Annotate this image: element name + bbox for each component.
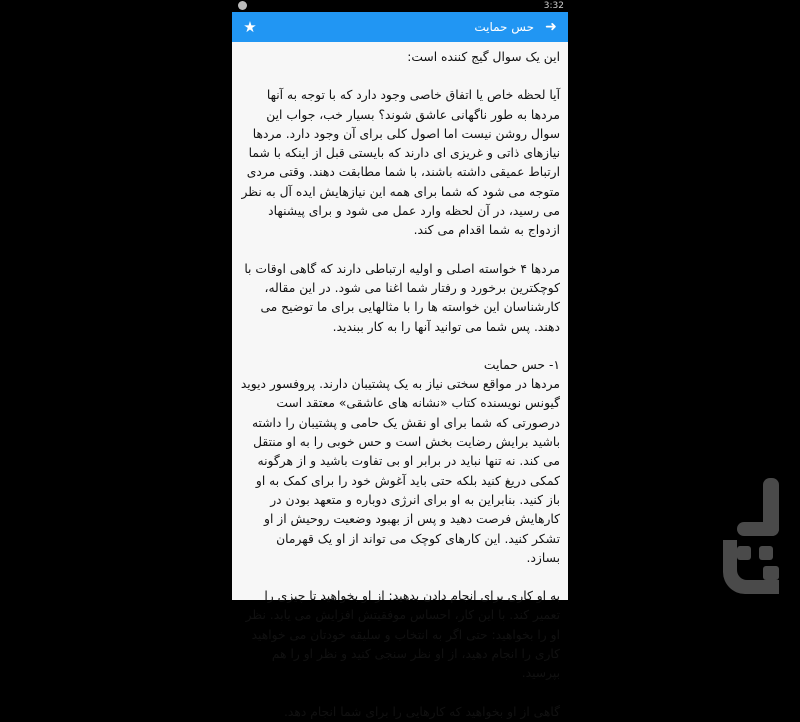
bazaar-logo-icon: [715, 470, 795, 595]
star-icon[interactable]: ★: [243, 18, 257, 36]
status-bar: [232, 0, 568, 12]
article-paragraph: به او کاری برای انجام دادن بدهید: از او بخواهید تا چیزی را تعمیر کند. با این کار، احساس موفقیتش افزایش می یابد. نظر او را بخواهید: حتی اگر به انتخاب و سلیقه خودتان می خواهید کاری را انجام دهید، از او نظر سنجی کنید و نظر او را هم بپرسید.: [245, 589, 560, 681]
toolbar: [232, 12, 568, 42]
article-paragraph: آیا لحظه خاص یا اتفاق خاصی وجود دارد که با توجه به آنها مردها به طور ناگهانی عاشق شوند؟ بسیار خب، جواب این سوال روشن نیست اما اصول کلی برای آن وجود دارد. مردها نیازهای ذاتی و غریزی ای دارند که بایستی قبل از اینکه با شما ارتباط عمیقی داشته باشند، با شما مطابقت دهند. وقتی مردی متوجه می شود که شما برای همه این نیازهایش ایده آل به نظر می رسید، در آن لحظه وارد عمل می شود و برای پیشنهاد ازدواج به شما اقدام می کند.: [241, 88, 560, 238]
system-icon: [238, 1, 247, 10]
intro-heading: این یک سوال گیج کننده است:: [407, 50, 560, 64]
article-paragraph: گاهی از او بخواهید که کارهایی را برای شما انجام دهد.: [283, 704, 560, 719]
article-paragraph: مردها در مواقع سختی نیاز به یک پشتیبان دارند. پروفسور دیوید گیونس نویسنده کتاب «نشانه های عاشقی» معتقد است درصورتی که شما برای او نقش یک حامی و پشتیبان را داشته باشید برایش رضایت بخش است و حس خوبی را به او منتقل می کند. نه تنها نباید در برابر او بی تفاوت باشید و از هرگونه کمکی دریغ کنید بلکه حتی باید آغوش خود را برای کمک به او باز کنید. بنابراین به او برای انرژی دوباره و متعهد بودن در کارهایش فرصت دهید و پس از بهبود وضعیت روحیش از او تشکر کنید. این کارهای کوچک می تواند از او یک قهرمان بسازد.: [240, 377, 560, 565]
article-paragraph: مردها ۴ خواسته اصلی و اولیه ارتباطی دارند که گاهی اوقات با کوچکترین برخورد و رفتار شما اغنا می شود. در این مقاله، کارشناسان این خواسته ها را با مثالهایی برای ما توضیح می دهند. پس شما می توانید آنها را به کار ببندید.: [244, 261, 560, 334]
page-title: حس حمایت: [474, 20, 534, 34]
article-body: [232, 42, 568, 722]
section-heading: ۱- حس حمایت: [483, 357, 560, 372]
status-time: 3:32: [543, 1, 564, 11]
back-arrow-icon[interactable]: ➜: [545, 19, 557, 35]
article-scroll-area[interactable]: [232, 42, 568, 719]
app-screen: [232, 12, 568, 719]
